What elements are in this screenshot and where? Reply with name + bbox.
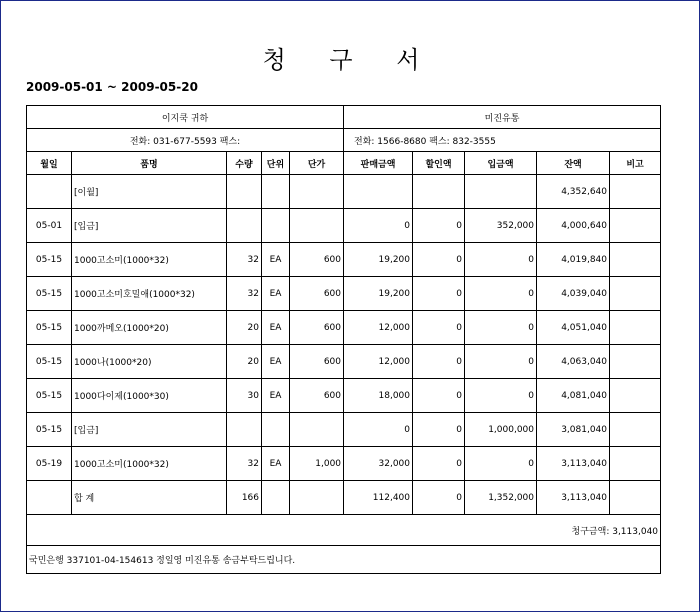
table-cell: 05-15 bbox=[27, 413, 72, 447]
table-cell bbox=[610, 175, 661, 209]
table-cell: 600 bbox=[290, 243, 344, 277]
table-cell: 4,000,640 bbox=[537, 209, 610, 243]
seller-contact: 전화: 1566-8680 팩스: 832-3555 bbox=[344, 129, 661, 152]
table-cell: EA bbox=[262, 447, 290, 481]
table-cell: 1,000,000 bbox=[465, 413, 537, 447]
table-cell: 4,063,040 bbox=[537, 345, 610, 379]
table-cell: 0 bbox=[413, 277, 465, 311]
table-cell bbox=[344, 175, 413, 209]
table-cell: 1000고소미(1000*32) bbox=[72, 447, 227, 481]
column-header: 잔액 bbox=[537, 152, 610, 175]
table-cell: 1000고소미호밀애(1000*32) bbox=[72, 277, 227, 311]
table-cell bbox=[227, 175, 262, 209]
table-cell bbox=[262, 209, 290, 243]
column-header: 단가 bbox=[290, 152, 344, 175]
table-cell bbox=[610, 413, 661, 447]
table-cell bbox=[290, 175, 344, 209]
table-cell: 05-15 bbox=[27, 311, 72, 345]
column-header: 품명 bbox=[72, 152, 227, 175]
table-cell: 0 bbox=[413, 447, 465, 481]
table-cell: 0 bbox=[344, 413, 413, 447]
sum-cell bbox=[27, 481, 72, 515]
table-cell: [입금] bbox=[72, 209, 227, 243]
sum-cell bbox=[610, 481, 661, 515]
column-header: 단위 bbox=[262, 152, 290, 175]
table-cell: 600 bbox=[290, 345, 344, 379]
table-cell: EA bbox=[262, 243, 290, 277]
table-row bbox=[27, 311, 661, 345]
table-cell: 20 bbox=[227, 345, 262, 379]
column-header: 월일 bbox=[27, 152, 72, 175]
invoice-period: 2009-05-01 ~ 2009-05-20 bbox=[26, 80, 198, 94]
table-cell bbox=[610, 209, 661, 243]
table-cell: 352,000 bbox=[465, 209, 537, 243]
column-header-row bbox=[27, 152, 661, 175]
sum-cell: 합 계 bbox=[72, 481, 227, 515]
table-cell bbox=[610, 243, 661, 277]
table-cell: 30 bbox=[227, 379, 262, 413]
table-cell: 19,200 bbox=[344, 243, 413, 277]
table-cell: 20 bbox=[227, 311, 262, 345]
table-cell: 0 bbox=[465, 311, 537, 345]
table-cell bbox=[610, 447, 661, 481]
table-cell: 0 bbox=[465, 379, 537, 413]
table-cell: 3,113,040 bbox=[537, 447, 610, 481]
table-cell: 0 bbox=[413, 413, 465, 447]
table-cell: 05-15 bbox=[27, 379, 72, 413]
table-cell bbox=[27, 175, 72, 209]
table-cell: 0 bbox=[465, 447, 537, 481]
table-cell: 4,081,040 bbox=[537, 379, 610, 413]
table-cell: 0 bbox=[465, 243, 537, 277]
table-cell: 1000다이제(1000*30) bbox=[72, 379, 227, 413]
table-cell: EA bbox=[262, 379, 290, 413]
table-cell bbox=[610, 345, 661, 379]
column-header: 비고 bbox=[610, 152, 661, 175]
table-cell bbox=[262, 175, 290, 209]
table-row bbox=[27, 379, 661, 413]
table-cell bbox=[610, 277, 661, 311]
table-cell bbox=[290, 413, 344, 447]
table-cell: 05-15 bbox=[27, 277, 72, 311]
table-cell: EA bbox=[262, 277, 290, 311]
table-cell: 0 bbox=[344, 209, 413, 243]
sum-row bbox=[27, 481, 661, 515]
table-cell: 0 bbox=[413, 379, 465, 413]
table-cell bbox=[610, 379, 661, 413]
table-cell bbox=[465, 175, 537, 209]
table-cell: 12,000 bbox=[344, 345, 413, 379]
column-header: 판매금액 bbox=[344, 152, 413, 175]
table-cell: 1000고소미(1000*32) bbox=[72, 243, 227, 277]
table-cell: 32 bbox=[227, 243, 262, 277]
column-header: 수량 bbox=[227, 152, 262, 175]
sum-cell bbox=[262, 481, 290, 515]
table-cell: 05-15 bbox=[27, 345, 72, 379]
table-row bbox=[27, 175, 661, 209]
table-row bbox=[27, 345, 661, 379]
table-cell: 19,200 bbox=[344, 277, 413, 311]
table-cell bbox=[262, 413, 290, 447]
table-cell: 0 bbox=[413, 209, 465, 243]
table-cell: 1,000 bbox=[290, 447, 344, 481]
table-cell bbox=[610, 311, 661, 345]
seller-name: 미진유통 bbox=[344, 106, 661, 129]
table-cell: 32 bbox=[227, 447, 262, 481]
buyer-name: 이지쿡 귀하 bbox=[27, 106, 344, 129]
table-cell: 32 bbox=[227, 277, 262, 311]
sum-cell: 1,352,000 bbox=[465, 481, 537, 515]
table-cell: 1000나(1000*20) bbox=[72, 345, 227, 379]
table-cell: 3,081,040 bbox=[537, 413, 610, 447]
table-row bbox=[27, 447, 661, 481]
column-header: 입금액 bbox=[465, 152, 537, 175]
sum-cell: 0 bbox=[413, 481, 465, 515]
table-cell bbox=[227, 209, 262, 243]
buyer-contact: 전화: 031-677-5593 팩스: bbox=[27, 129, 344, 152]
table-cell: 12,000 bbox=[344, 311, 413, 345]
table-cell: 05-15 bbox=[27, 243, 72, 277]
sum-cell: 3,113,040 bbox=[537, 481, 610, 515]
table-row bbox=[27, 209, 661, 243]
table-cell: 05-01 bbox=[27, 209, 72, 243]
table-cell: 18,000 bbox=[344, 379, 413, 413]
table-body bbox=[27, 175, 661, 481]
table-cell: 600 bbox=[290, 277, 344, 311]
table-cell bbox=[413, 175, 465, 209]
sum-cell bbox=[290, 481, 344, 515]
table-cell: 0 bbox=[465, 345, 537, 379]
table-cell: [이월] bbox=[72, 175, 227, 209]
table-cell: 0 bbox=[413, 243, 465, 277]
table-cell: 0 bbox=[413, 311, 465, 345]
table-cell: 4,019,840 bbox=[537, 243, 610, 277]
table-cell: 0 bbox=[413, 345, 465, 379]
sum-cell: 112,400 bbox=[344, 481, 413, 515]
table-cell: 4,039,040 bbox=[537, 277, 610, 311]
table-row bbox=[27, 243, 661, 277]
table-row bbox=[27, 413, 661, 447]
table-cell: EA bbox=[262, 311, 290, 345]
total-amount: 청구금액: 3,113,040 bbox=[27, 515, 661, 546]
table-cell bbox=[227, 413, 262, 447]
table-cell: 600 bbox=[290, 379, 344, 413]
bank-note: 국민은행 337101-04-154613 정일영 미진유통 송금부탁드립니다. bbox=[27, 546, 661, 574]
table-cell: 05-19 bbox=[27, 447, 72, 481]
table-cell: 32,000 bbox=[344, 447, 413, 481]
table-cell: EA bbox=[262, 345, 290, 379]
table-cell bbox=[290, 209, 344, 243]
table-cell: 600 bbox=[290, 311, 344, 345]
column-header: 할인액 bbox=[413, 152, 465, 175]
table-cell: 4,352,640 bbox=[537, 175, 610, 209]
invoice-table bbox=[26, 105, 661, 574]
table-cell: [입금] bbox=[72, 413, 227, 447]
table-cell: 0 bbox=[465, 277, 537, 311]
sum-cell: 166 bbox=[227, 481, 262, 515]
invoice-title: 청 구 서 bbox=[262, 46, 438, 74]
table-cell: 4,051,040 bbox=[537, 311, 610, 345]
table-cell: 1000까메오(1000*20) bbox=[72, 311, 227, 345]
table-row bbox=[27, 277, 661, 311]
